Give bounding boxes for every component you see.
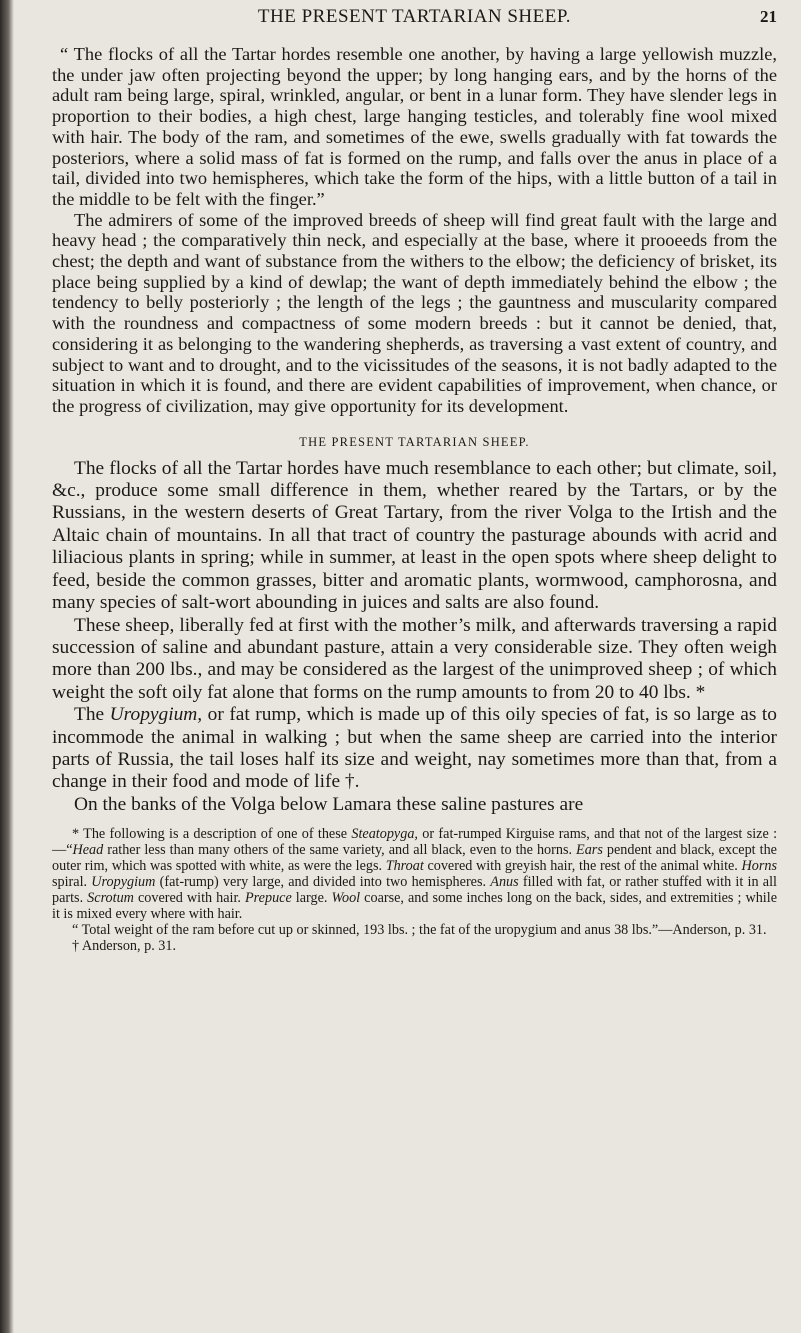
fn-text: filled with fat, or rather stuffed with it in all parts.: [52, 874, 777, 907]
uropygium-pre: The: [74, 704, 110, 726]
fn-term-ears: Ears: [576, 842, 603, 859]
intro-paragraph-quote: “ The flocks of all the Tartar hordes resemble one another, by having a large yellowish muzzle, the under jaw often projecting beyond the upper; by long hanging ears, and by the horns of the adult ram being large, spiral, wrinkled, angular, or bent in a lunar form. They have slender legs in proportion to their bodies, a high chest, large hanging testicles, and tolerably fine wool mixed with hair. The body of the ram, and sometimes of the ewe, swells gradually with fat towards the posteriors, where a solid mass of fat is formed on the rump, and falls over the anus in place of a tail, divided into two hemispheres, which take the form of the hips, with a little button of a tail in the middle to be felt with the finger.”: [52, 44, 777, 209]
fn-term-prepuce: Prepuce: [245, 890, 292, 907]
fn-term-uropygium: Uropygium: [91, 874, 156, 891]
page-edge: [0, 0, 14, 1333]
fn-text: coarse, and some inches long on the back, sides, and extremities ; while it is mixed every where with hair.: [52, 890, 777, 923]
intro-paragraph-admirers: The admirers of some of the improved breeds of sheep will find great fault with the large and heavy head ; the comparatively thin neck, and especially at the base, where it prooeeds from the chest; the depth and want of substance from the withers to the elbow; the deficiency of brisket, its place being supplied by a kind of dewlap; the want of depth immediately behind the elbow ; the tendency to belly posteriorly ; the length of the legs ; the gauntness and muscularity compared with the roundness and compactness of some modern breeds : but it cannot be denied, that, considering it as belonging to the wandering shepherds, as traversing a vast extent of country, and subject to want and to drought, and to the vicissitudes of the seasons, it is not badly adapted to the situation in which it is found, and there are evident capabilities of improvement, when chance, or the progress of civilization, may give opportunity for its development.: [52, 209, 777, 416]
fn-term-horns: Horns: [741, 858, 777, 875]
fn-text: (fat-rump) very large, and divided into two hemispheres.: [155, 874, 491, 891]
footnote-total-weight: “ Total weight of the ram before cut up or skinned, 193 lbs. ; the fat of the uropygium and anus 38 lbs.”—Anderson, p. 31.: [72, 922, 767, 939]
section-paragraph-flocks: The flocks of all the Tartar hordes have much resemblance to each other; but climate, soil, &c., produce some small difference in them, whether reared by the Tartars, or by the Russians, in the western deserts of Great Tartary, from the river Volga to the Irtish and the Altaic chain of mountains. In all that tract of country the pasturage abounds with acrid and liliacious plants in spring; while in summer, at least in the open spots where sheep delight to feed, beside the common grasses, bitter and aromatic plants, wormwood, camphorosna, and many species of salt-wort abounding in juices and salts are also found.: [52, 457, 777, 614]
footnote-dagger: † Anderson, p. 31.: [72, 938, 177, 955]
running-head: [52, 0, 777, 44]
fn-text: or fat-rumped Kirguise rams, and that not of the largest size :—“: [52, 826, 778, 859]
fn-text: rather less than many others of the same variety, and all black, even to the horns.: [103, 842, 577, 859]
section-paragraph-size: These sheep, liberally fed at first with the mother’s milk, and afterwards traversing a rapid succession of saline and abundant pasture, attain a very considerable size. They often weigh more than 200 lbs., and may be considered as the largest of the unimproved sheep ; of which weight the soft oily fat alone that forms on the rump amounts to from 20 to 40 lbs. *: [52, 614, 777, 703]
fn-text: spiral.: [52, 874, 92, 891]
section-paragraph-volga: On the banks of the Volga below Lamara these saline pastures are: [74, 793, 584, 815]
fn-term-head: Head: [72, 842, 104, 859]
fn-text: large.: [291, 890, 332, 907]
uropygium-term: Uropygium,: [109, 704, 203, 726]
uropygium-post: or fat rump, which is made up of this oily species of fat, is so large as to incommode the animal in walking ; but when the same sheep are carried into the interior parts of Russia, the tail loses half its size and weight, nay sometimes more than that, from a change in their food and mode of life †.: [52, 704, 778, 793]
fn-text: covered with greyish hair, the rest of the animal white.: [423, 858, 742, 875]
fn-text: pendent and black, except the outer rim, which was spotted with white, as were the legs.: [52, 842, 777, 875]
fn-term-scrotum: Scrotum: [87, 890, 134, 907]
section-paragraph-uropygium: [52, 704, 777, 794]
page-number: 21: [760, 7, 777, 26]
fn-term-anus: Anus: [490, 874, 519, 891]
footnote-description: [52, 826, 777, 922]
fn-term-wool: Wool: [331, 890, 361, 907]
fn-text: * The following is a description of one of these: [72, 826, 352, 843]
fn-term-steatopyga: Steatopyga,: [351, 826, 418, 843]
running-head-title: THE PRESENT TARTARIAN SHEEP.: [257, 6, 572, 27]
fn-text: covered with hair.: [133, 890, 246, 907]
fn-term-throat: Throat: [385, 858, 424, 875]
section-heading: THE PRESENT TARTARIAN SHEEP.: [299, 434, 530, 449]
